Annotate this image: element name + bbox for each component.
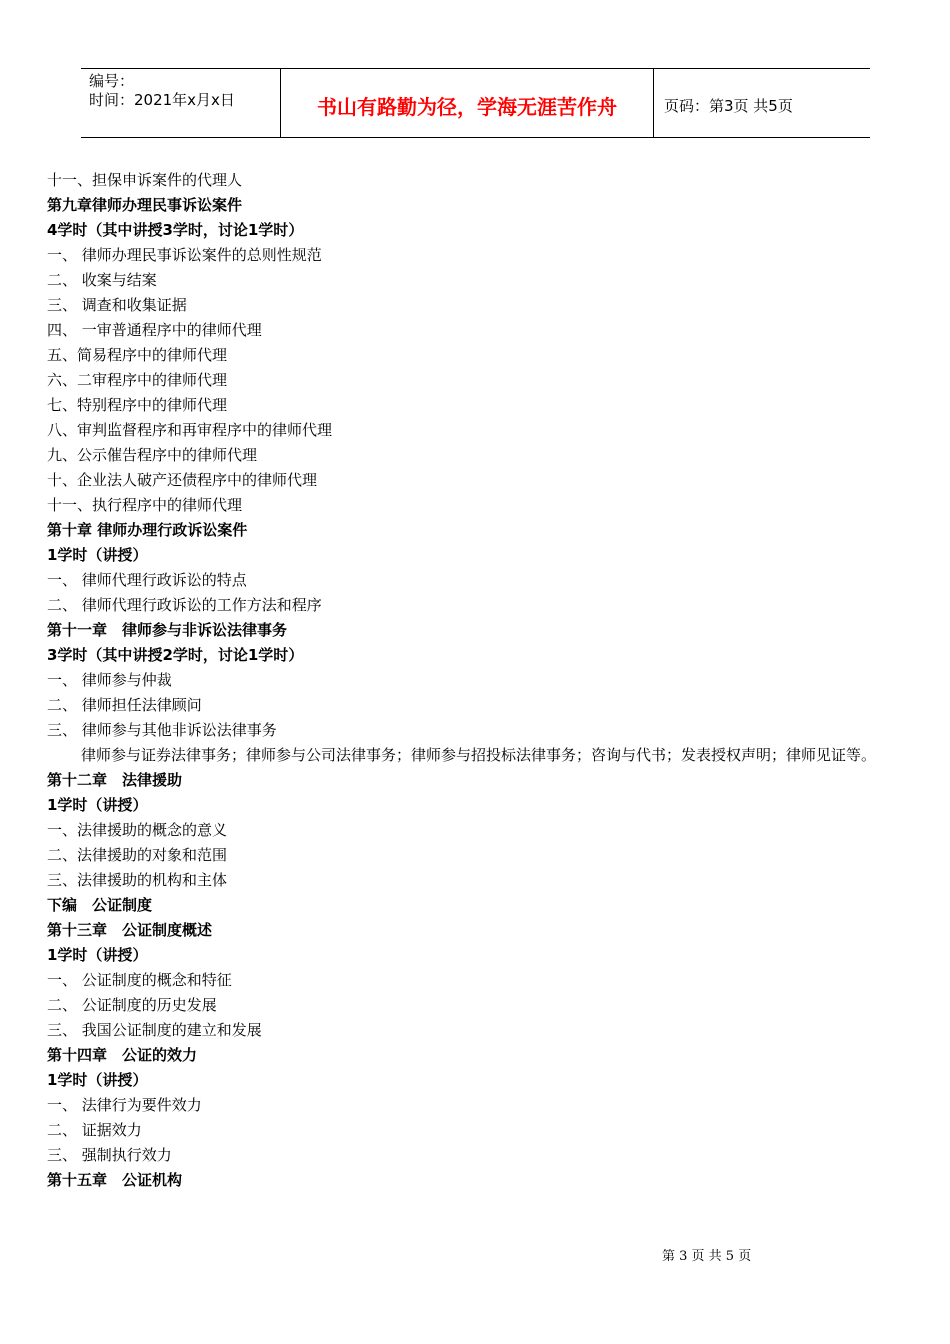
header-motto: 书山有路勤为径，学海无涯苦作舟 bbox=[281, 69, 654, 137]
outline-item: 二、法律援助的对象和范围 bbox=[47, 846, 228, 864]
section-heading: 第十二章 法律援助 bbox=[47, 771, 183, 789]
section-heading: 第十三章 公证制度概述 bbox=[47, 921, 213, 939]
section-heading: 下编 公证制度 bbox=[47, 896, 153, 914]
outline-item: 一、 律师参与仲裁 bbox=[47, 671, 172, 689]
outline-item: 二、 律师担任法律顾问 bbox=[47, 696, 202, 714]
header-page-info: 页码：第3页 共5页 bbox=[664, 96, 793, 115]
section-heading: 1学时（讲授） bbox=[47, 946, 148, 964]
body-paragraph: 律师参与证券法律事务；律师参与公司法律事务；律师参与招投标法律事务；咨询与代书；发表授权声明；律师见证等。 bbox=[81, 746, 877, 764]
outline-item: 二、 收案与结案 bbox=[47, 271, 157, 289]
section-heading: 1学时（讲授） bbox=[47, 796, 148, 814]
outline-item: 一、法律援助的概念的意义 bbox=[47, 821, 228, 839]
section-heading: 第十一章 律师参与非诉讼法律事务 bbox=[47, 621, 288, 639]
section-heading: 第九章律师办理民事诉讼案件 bbox=[47, 196, 243, 214]
outline-item: 六、二审程序中的律师代理 bbox=[47, 371, 228, 389]
outline-item: 十、企业法人破产还债程序中的律师代理 bbox=[47, 471, 318, 489]
outline-item: 一、 公证制度的概念和特征 bbox=[47, 971, 232, 989]
page-footer: 第 3 页 共 5 页 bbox=[662, 1249, 752, 1264]
outline-item: 十一、担保申诉案件的代理人 bbox=[47, 171, 243, 189]
section-heading: 4学时（其中讲授3学时，讨论1学时） bbox=[47, 221, 304, 239]
outline-item: 五、简易程序中的律师代理 bbox=[47, 346, 228, 364]
outline-item: 四、 一审普通程序中的律师代理 bbox=[47, 321, 262, 339]
outline-item: 十一、执行程序中的律师代理 bbox=[47, 496, 243, 514]
outline-item: 三、 调查和收集证据 bbox=[47, 296, 187, 314]
header-meta bbox=[81, 69, 281, 137]
outline-item: 二、 证据效力 bbox=[47, 1121, 142, 1139]
section-heading: 3学时（其中讲授2学时，讨论1学时） bbox=[47, 646, 304, 664]
outline-item: 一、 法律行为要件效力 bbox=[47, 1096, 202, 1114]
document-number-label: 编号： bbox=[89, 72, 135, 90]
section-heading: 第十五章 公证机构 bbox=[47, 1171, 183, 1189]
outline-item: 七、特别程序中的律师代理 bbox=[47, 396, 228, 414]
document-body bbox=[47, 168, 909, 1193]
outline-item: 九、公示催告程序中的律师代理 bbox=[47, 446, 258, 464]
outline-item: 一、 律师代理行政诉讼的特点 bbox=[47, 571, 247, 589]
outline-item: 三、 强制执行效力 bbox=[47, 1146, 172, 1164]
section-heading: 1学时（讲授） bbox=[47, 546, 148, 564]
page-header bbox=[81, 68, 870, 138]
section-heading: 1学时（讲授） bbox=[47, 1071, 148, 1089]
section-heading: 第十章 律师办理行政诉讼案件 bbox=[47, 521, 248, 539]
outline-item: 二、 律师代理行政诉讼的工作方法和程序 bbox=[47, 596, 322, 614]
document-date: 时间：2021年x月x日 bbox=[89, 91, 235, 109]
outline-item: 三、 我国公证制度的建立和发展 bbox=[47, 1021, 262, 1039]
outline-item: 三、 律师参与其他非诉讼法律事务 bbox=[47, 721, 277, 739]
outline-item: 二、 公证制度的历史发展 bbox=[47, 996, 217, 1014]
outline-item: 八、审判监督程序和再审程序中的律师代理 bbox=[47, 421, 333, 439]
outline-item: 一、 律师办理民事诉讼案件的总则性规范 bbox=[47, 246, 322, 264]
section-heading: 第十四章 公证的效力 bbox=[47, 1046, 198, 1064]
outline-item: 三、法律援助的机构和主体 bbox=[47, 871, 228, 889]
